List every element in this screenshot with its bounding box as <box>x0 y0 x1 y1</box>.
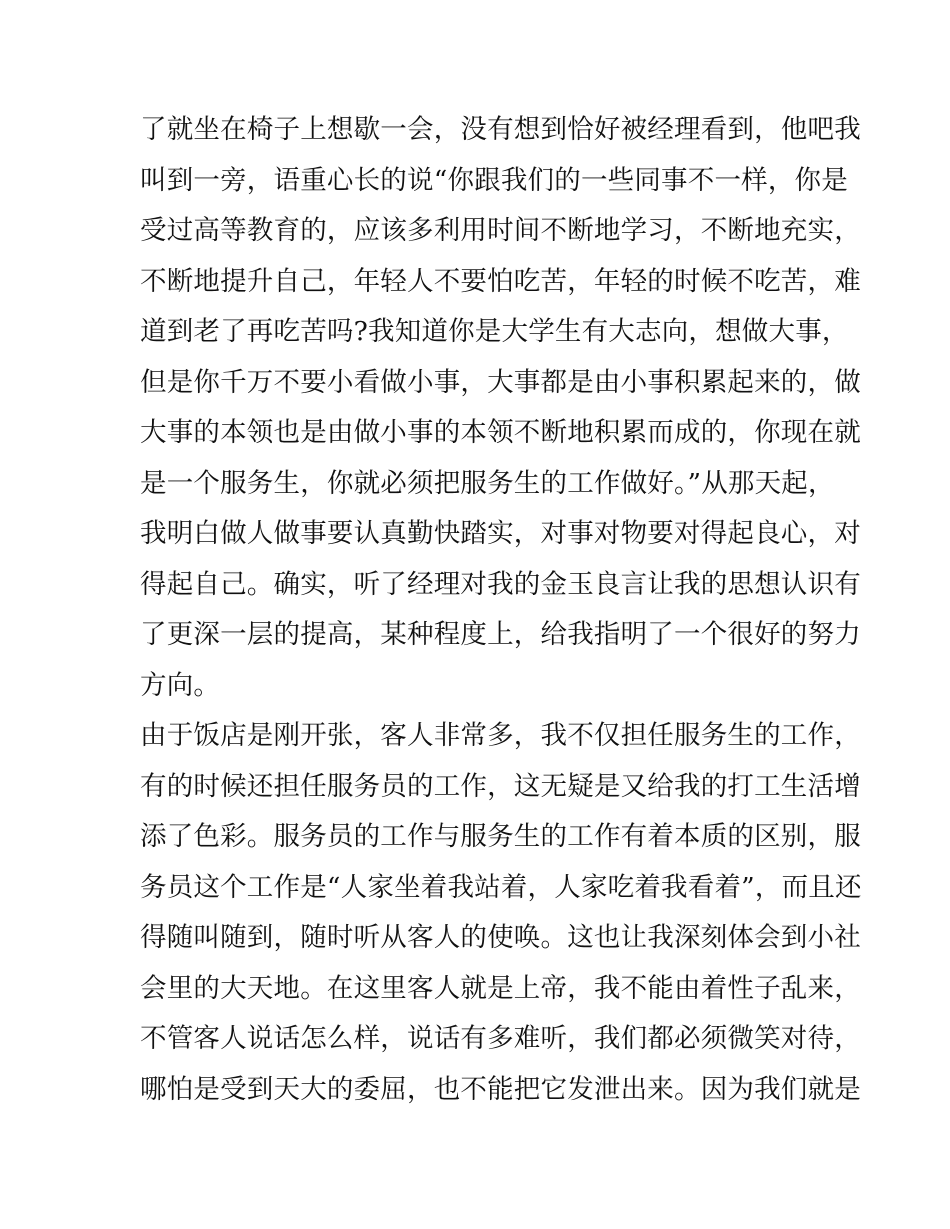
text-line: 不管客人说话怎么样，说话有多难听，我们都必须微笑对待， <box>140 1023 861 1054</box>
text-line: 但是你千万不要小看做小事，大事都是由小事积累起来的，做 <box>140 366 861 398</box>
text-line: 得起自己。确实，听了经理对我的金玉良言让我的思想认识有 <box>140 568 861 600</box>
text-line: 了更深一层的提高，某种程度上，给我指明了一个很好的努力 <box>140 619 861 650</box>
text-line: 大事的本领也是由做小事的本领不断地积累而成的，你现在就 <box>140 417 861 448</box>
text-line: 我明白做人做事要认真勤快踏实，对事对物要对得起良心，对 <box>140 518 861 549</box>
text-line: 有的时候还担任服务员的工作，这无疑是又给我的打工生活增 <box>140 770 861 802</box>
text-line: 了就坐在椅子上想歇一会，没有想到恰好被经理看到，他吧我 <box>140 114 861 145</box>
text-line: 会里的大天地。在这里客人就是上帝，我不能由着性子乱来， <box>140 972 861 1004</box>
body-text <box>140 105 862 1115</box>
text-line: 添了色彩。服务员的工作与服务生的工作有着本质的区别，服 <box>140 821 861 852</box>
text-line: 叫到一旁，语重心长的说“你跟我们的一些同事不一样，你是 <box>140 164 848 196</box>
text-line: 不断地提升自己，年轻人不要怕吃苦，年轻的时候不吃苦，难 <box>140 265 861 297</box>
text-line: 务员这个工作是“人家坐着我站着，人家吃着我看着”，而且还 <box>140 871 862 903</box>
text-line: 哪怕是受到天大的委屈，也不能把它发泄出来。因为我们就是 <box>140 1073 861 1105</box>
text-line: 得随叫随到，随时听从客人的使唤。这也让我深刻体会到小社 <box>140 922 861 953</box>
text-line: 由于饭店是刚开张，客人非常多，我不仅担任服务生的工作， <box>140 720 861 751</box>
text-line: 方向。 <box>140 669 221 701</box>
text-line: 是一个服务生，你就必须把服务生的工作做好。”从那天起， <box>140 467 835 499</box>
text-line: 受过高等教育的，应该多利用时间不断地学习，不断地充实， <box>140 215 861 246</box>
text-line: 道到老了再吃苦吗?我知道你是大学生有大志向，想做大事， <box>140 316 849 347</box>
